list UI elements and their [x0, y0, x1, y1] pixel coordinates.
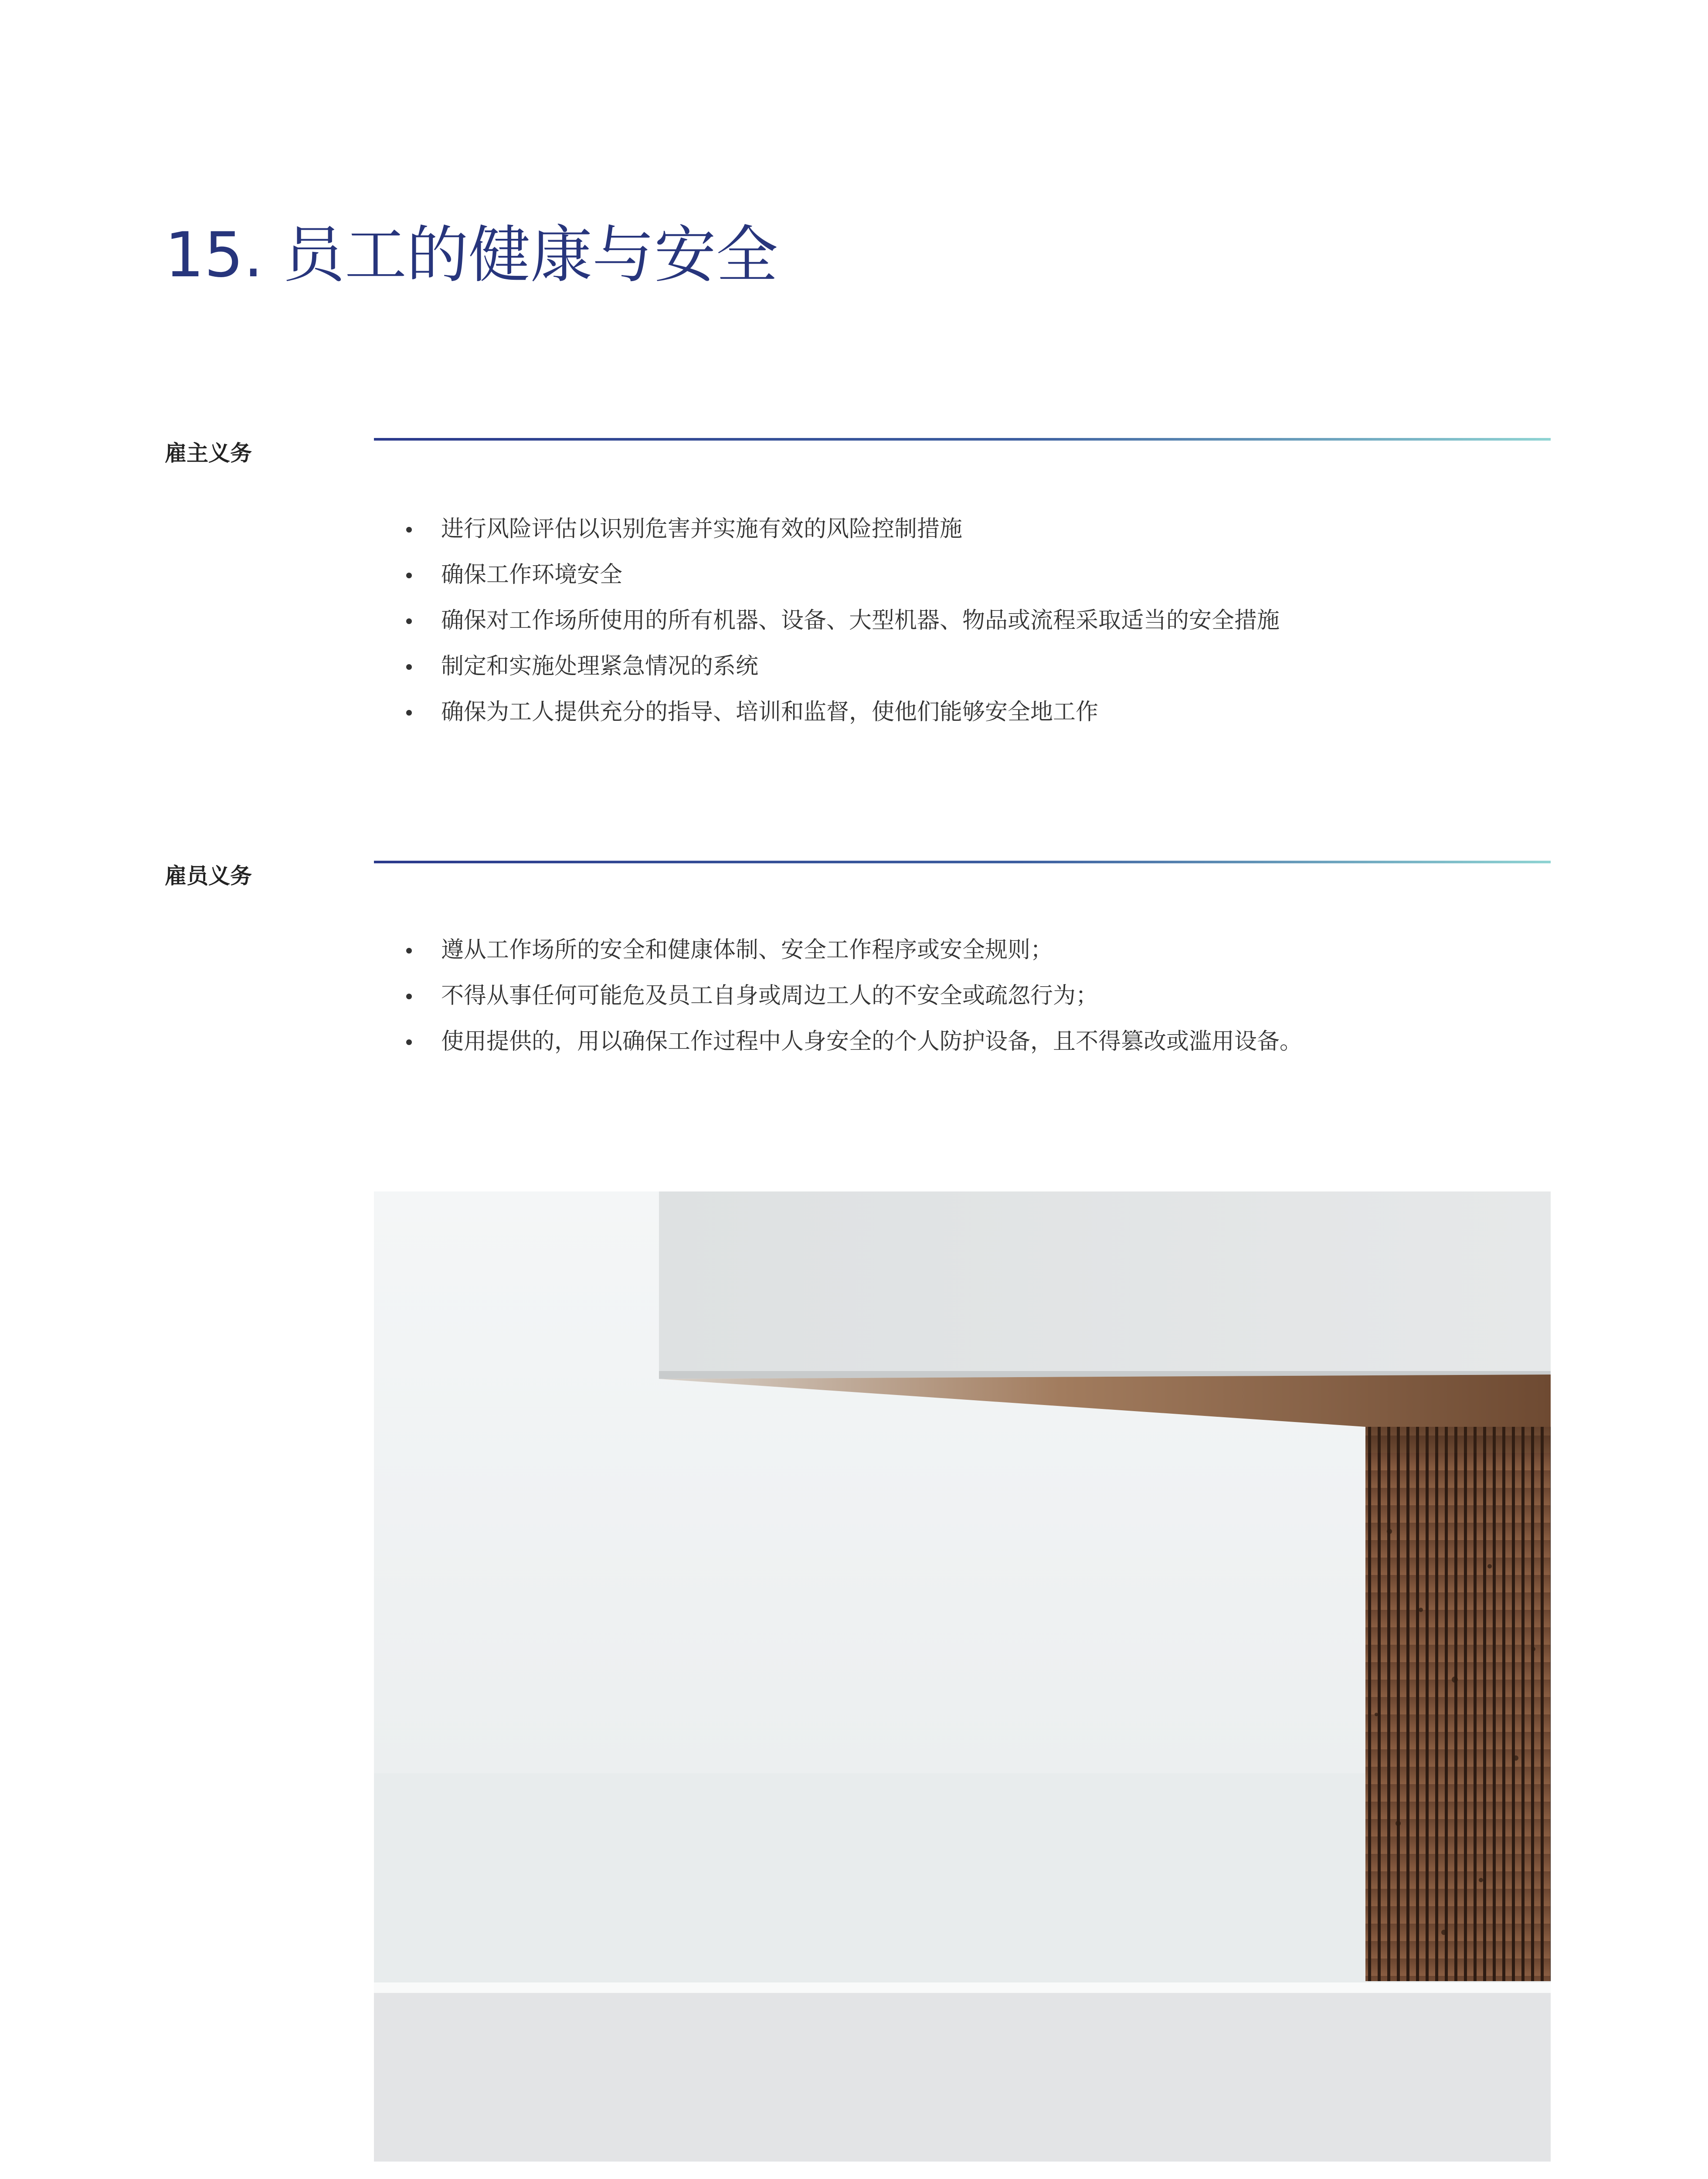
bullet-icon: [406, 573, 412, 578]
list-item: 确保工作环境安全: [392, 552, 1280, 598]
list-item: 制定和实施处理紧急情况的系统: [392, 644, 1280, 689]
list-item: 确保为工人提供充分的指导、培训和监督，使他们能够安全地工作: [392, 689, 1280, 735]
section-label-employer: 雇主义务: [165, 441, 252, 466]
bullet-icon: [406, 1039, 412, 1045]
bullet-icon: [406, 994, 412, 999]
list-item: 使用提供的，用以确保工作过程中人身安全的个人防护设备，且不得篡改或滥用设备。: [392, 1019, 1302, 1065]
list-item: 遵从工作场所的安全和健康体制、安全工作程序或安全规则；: [392, 927, 1302, 973]
section-label-employee: 雇员义务: [165, 863, 252, 889]
bullet-icon: [406, 527, 412, 533]
bullet-icon: [406, 948, 412, 954]
architecture-photo: [374, 1191, 1551, 2162]
bullet-icon: [406, 664, 412, 670]
list-item: 不得从事任何可能危及员工自身或周边工人的不安全或疏忽行为；: [392, 973, 1302, 1019]
bullet-icon: [406, 618, 412, 624]
employer-obligations-list: [392, 506, 1280, 735]
bullet-icon: [406, 710, 412, 716]
employee-obligations-list: [392, 927, 1302, 1065]
section-divider-employer: [374, 438, 1551, 441]
section-divider-employee: [374, 861, 1551, 863]
list-item: 进行风险评估以识别危害并实施有效的风险控制措施: [392, 506, 1280, 552]
architecture-illustration: [374, 1191, 1551, 2162]
page-title: 15. 员工的健康与安全: [165, 219, 778, 292]
list-item: 确保对工作场所使用的所有机器、设备、大型机器、物品或流程采取适当的安全措施: [392, 598, 1280, 644]
